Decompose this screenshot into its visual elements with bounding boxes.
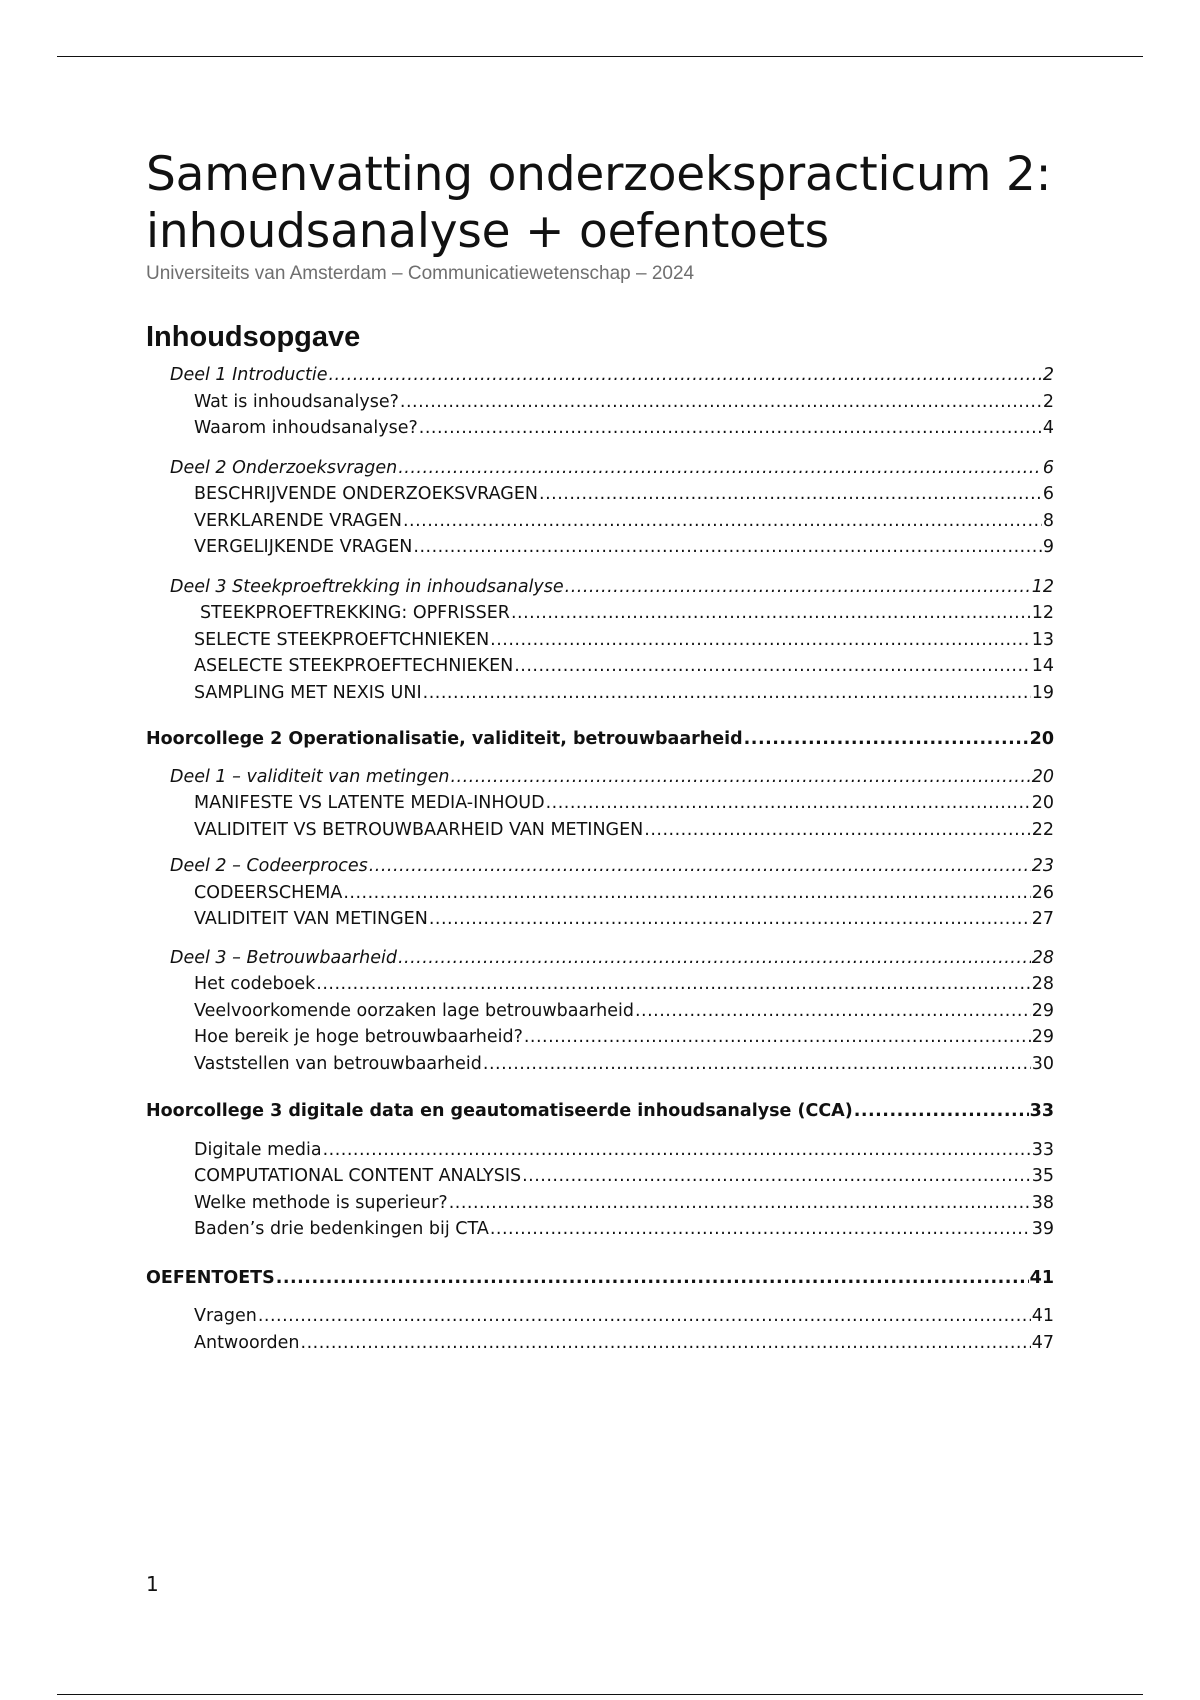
toc-entry-veelvoorkomende-oorzaken[interactable]: Veelvoorkomende oorzaken lage betrouwbaarheid ..... 29 xyxy=(146,998,1054,1025)
toc-entry-validiteit-van-metingen[interactable]: VALIDITEIT VAN METINGEN ..... 27 xyxy=(146,906,1054,933)
toc-entry-het-codeboek[interactable]: Het codeboek ..... 28 xyxy=(146,971,1054,998)
toc-entry-codeerschema[interactable]: CODEERSCHEMA ..... 26 xyxy=(146,880,1054,907)
toc-entry-selecte-steekproeftchnieken[interactable]: SELECTE STEEKPROEFTCHNIEKEN ..... 13 xyxy=(146,627,1054,654)
document-title xyxy=(146,146,1054,260)
toc-entry-steekproeftrekking-opfrisser[interactable]: STEEKPROEFTREKKING: OPFRISSER ..... 12 xyxy=(146,600,1054,627)
toc-entry-manifeste-vs-latente[interactable]: MANIFESTE VS LATENTE MEDIA-INHOUD ..... 20 xyxy=(146,790,1054,817)
bottom-rule xyxy=(57,1694,1143,1695)
toc-entry-beschrijvende-onderzoeksvragen[interactable]: BESCHRIJVENDE ONDERZOEKSVRAGEN ..... 6 xyxy=(146,481,1054,508)
title-line-2: inhoudsanalyse + oefentoets xyxy=(146,204,829,259)
toc-entry-verklarende-vragen[interactable]: VERKLARENDE VRAGEN ..... 8 xyxy=(146,508,1054,535)
toc-entry-vaststellen-betrouwbaarheid[interactable]: Vaststellen van betrouwbaarheid ..... 30 xyxy=(146,1051,1054,1078)
toc-entry-hc2-deel3-betrouwbaarheid[interactable]: Deel 3 – Betrouwbaarheid ..... 28 xyxy=(146,945,1054,972)
document-subtitle: Universiteits van Amsterdam – Communicatiewetenschap – 2024 xyxy=(146,263,695,284)
toc-entry-sampling-met-nexis-uni[interactable]: SAMPLING MET NEXIS UNI ..... 19 xyxy=(146,680,1054,707)
toc-entry-waarom-inhoudsanalyse[interactable]: Waarom inhoudsanalyse? ..... 4 xyxy=(146,415,1054,442)
toc-entry-badens-drie-bedenkingen[interactable]: Baden’s drie bedenkingen bij CTA ..... 39 xyxy=(146,1216,1054,1243)
toc-entry-oefentoets[interactable]: OEFENTOETS ..... 41 xyxy=(146,1265,1054,1292)
toc-entry-vergelijkende-vragen[interactable]: VERGELIJKENDE VRAGEN ..... 9 xyxy=(146,534,1054,561)
toc-entry-deel2-onderzoeksvragen[interactable]: Deel 2 Onderzoeksvragen ..... 6 xyxy=(146,455,1054,482)
toc-entry-hc2-deel1-validiteit[interactable]: Deel 1 – validiteit van metingen ..... 20 xyxy=(146,764,1054,791)
toc-entry-welke-methode-superieur[interactable]: Welke methode is superieur? ..... 38 xyxy=(146,1190,1054,1217)
toc-entry-wat-is-inhoudsanalyse[interactable]: Wat is inhoudsanalyse? ..... 2 xyxy=(146,389,1054,416)
toc-entry-antwoorden[interactable]: Antwoorden ..... 47 xyxy=(146,1330,1054,1357)
toc-entry-hc2-deel2-codeerproces[interactable]: Deel 2 – Codeerproces ..... 23 xyxy=(146,853,1054,880)
toc-entry-hoe-bereik-je[interactable]: Hoe bereik je hoge betrouwbaarheid? ..... 29 xyxy=(146,1024,1054,1051)
toc-entry-validiteit-vs-betrouwbaarheid[interactable]: VALIDITEIT VS BETROUWBAARHEID VAN METINGEN ..... 22 xyxy=(146,817,1054,844)
toc-entry-hoorcollege-3[interactable]: Hoorcollege 3 digitale data en geautomatiseerde inhoudsanalyse (CCA) ..... 33 xyxy=(146,1098,1054,1125)
page-content xyxy=(146,146,1054,1356)
toc-entry-computational-content-analysis[interactable]: COMPUTATIONAL CONTENT ANALYSIS ..... 35 xyxy=(146,1163,1054,1190)
toc-entry-digitale-media[interactable]: Digitale media ..... 33 xyxy=(146,1137,1054,1164)
toc-entry-deel3-steekproeftrekking[interactable]: Deel 3 Steekproeftrekking in inhoudsanalyse ..... 12 xyxy=(146,574,1054,601)
toc-entry-vragen[interactable]: Vragen ..... 41 xyxy=(146,1303,1054,1330)
toc-entry-aselecte-steekproeftechnieken[interactable]: ASELECTE STEEKPROEFTECHNIEKEN ..... 14 xyxy=(146,653,1054,680)
table-of-contents xyxy=(146,362,1054,1356)
toc-heading: Inhoudsopgave xyxy=(146,321,361,353)
top-rule xyxy=(57,56,1143,57)
toc-entry-deel1-introductie[interactable]: Deel 1 Introductie ..... 2 xyxy=(146,362,1054,389)
page-number: 1 xyxy=(146,1572,159,1596)
toc-entry-hoorcollege-2[interactable]: Hoorcollege 2 Operationalisatie, validiteit, betrouwbaarheid ..... 20 xyxy=(146,726,1054,753)
title-line-1: Samenvatting onderzoekspracticum 2: xyxy=(146,147,1052,202)
